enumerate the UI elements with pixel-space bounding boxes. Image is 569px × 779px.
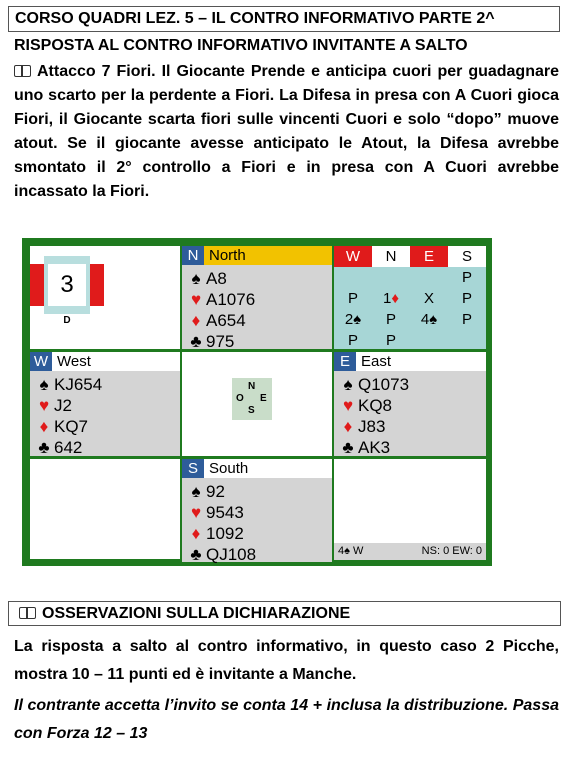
compass-n: N: [248, 381, 256, 392]
auction-bid: P: [347, 332, 358, 349]
heart-icon: ♥: [38, 396, 50, 415]
auction-bid: 4♠: [420, 311, 438, 328]
auction-header-w: W: [334, 246, 372, 267]
north-diamonds: A654: [206, 311, 246, 330]
auction-bid: P: [385, 311, 396, 328]
auction-bid: P: [461, 290, 472, 307]
diamond-icon: ♦: [343, 417, 353, 436]
east-clubs: AK3: [358, 438, 391, 457]
bridge-board: [22, 238, 492, 566]
north-clubs: 975: [206, 332, 235, 351]
play-description: [14, 60, 559, 204]
west-hearts: J2: [54, 396, 72, 415]
spade-icon: ♠: [343, 375, 353, 394]
south-hand-panel: [182, 459, 332, 562]
south-tag: S: [182, 459, 204, 478]
auction-bid: 2♠: [344, 311, 362, 328]
south-name: South: [209, 460, 249, 477]
north-tag: N: [182, 246, 204, 265]
compass-s: S: [248, 405, 255, 416]
auction-panel: [334, 246, 486, 349]
south-hearts: 9543: [206, 503, 244, 522]
heart-icon: ♥: [190, 503, 202, 522]
east-name: East: [361, 353, 392, 370]
contract-label: 4♠ W: [338, 545, 364, 557]
west-name: West: [57, 353, 91, 370]
diamond-icon: ♦: [39, 417, 49, 436]
book-icon: [14, 65, 31, 77]
north-spades: A8: [206, 269, 227, 288]
table-center-panel: [182, 352, 332, 456]
diamond-icon: ♦: [191, 311, 201, 330]
auction-bid: P: [461, 311, 472, 328]
status-bar: [334, 543, 486, 560]
east-spades: Q1073: [358, 375, 410, 394]
north-hearts: A1076: [206, 290, 256, 309]
auction-bid: [448, 330, 486, 351]
observation-text: La risposta a salto al contro informativo, in questo caso 2 Picche, mostra 10 – 11 punti ed è invitante a Manche.: [14, 638, 559, 683]
spade-icon: ♠: [191, 269, 201, 288]
club-icon: ♣: [190, 545, 202, 564]
book-icon: [19, 607, 36, 619]
club-icon: ♣: [342, 438, 354, 457]
auction-bid: P: [347, 290, 358, 307]
diamond-icon: ♦: [191, 524, 201, 543]
dealer-label: D: [44, 314, 90, 327]
south-diamonds: 1092: [206, 524, 244, 543]
east-hand-panel: [334, 352, 486, 456]
club-icon: ♣: [38, 438, 50, 457]
board-number-panel: [30, 246, 180, 349]
auction-header-s: S: [448, 246, 486, 267]
east-hearts: KQ8: [358, 396, 393, 415]
observation-note: Il contrante accetta l’invito se conta 14 + inclusa la distribuzione. Passa con Forza 12 – 13: [14, 697, 559, 742]
empty-panel: [30, 459, 180, 559]
score-label: NS: 0 EW: 0: [421, 545, 482, 557]
compass-icon: [232, 378, 272, 420]
auction-header-n: N: [372, 246, 410, 267]
north-hand-panel: [182, 246, 332, 349]
east-tag: E: [334, 352, 356, 371]
spade-icon: ♠: [191, 482, 201, 501]
auction-bid: [372, 267, 410, 288]
compass-o: O: [236, 393, 244, 404]
auction-bid: [410, 267, 448, 288]
west-tag: W: [30, 352, 52, 371]
observations-title: OSSERVAZIONI SULLA DICHIARAZIONE: [42, 605, 351, 622]
compass-e: E: [260, 393, 267, 404]
auction-bid: X: [423, 290, 434, 307]
south-clubs: QJ108: [206, 545, 257, 564]
club-icon: ♣: [190, 332, 202, 351]
auction-table: [334, 246, 486, 351]
heart-icon: ♥: [190, 290, 202, 309]
auction-bid: [410, 330, 448, 351]
auction-bid: 1♦: [383, 290, 399, 307]
auction-bid: P: [385, 332, 396, 349]
auction-bid: P: [461, 269, 472, 286]
page-title: CORSO QUADRI LEZ. 5 – IL CONTRO INFORMATIVO PARTE 2^: [8, 6, 560, 32]
observations-header: [8, 601, 561, 626]
auction-header-e: E: [410, 246, 448, 267]
west-diamonds: KQ7: [54, 417, 89, 436]
result-panel: [334, 459, 486, 560]
west-hand-panel: [30, 352, 180, 456]
play-description-text: Attacco 7 Fiori. Il Giocante Prende e anticipa cuori per guadagnare uno scarto per la perdente a Fiori. La Difesa in presa con A Cuori gioca Fiori, il Giocante scarta fiori sulle vincenti Cuori e solo “dopo” muove atout. Se il giocante avesse anticipato le Atout, la Difesa avrebbe smontato il 2° controllo a Fiori e in presa con A Cuori avrebbe incassato la Fiori.: [14, 63, 559, 200]
heart-icon: ♥: [342, 396, 354, 415]
west-clubs: 642: [54, 438, 83, 457]
west-spades: KJ654: [54, 375, 103, 394]
section-subtitle: RISPOSTA AL CONTRO INFORMATIVO INVITANTE A SALTO: [14, 37, 468, 54]
north-name: North: [209, 247, 246, 264]
board-number: 3: [48, 264, 86, 306]
south-spades: 92: [206, 482, 225, 501]
auction-bid: [334, 267, 372, 288]
east-diamonds: J83: [358, 417, 386, 436]
spade-icon: ♠: [39, 375, 49, 394]
